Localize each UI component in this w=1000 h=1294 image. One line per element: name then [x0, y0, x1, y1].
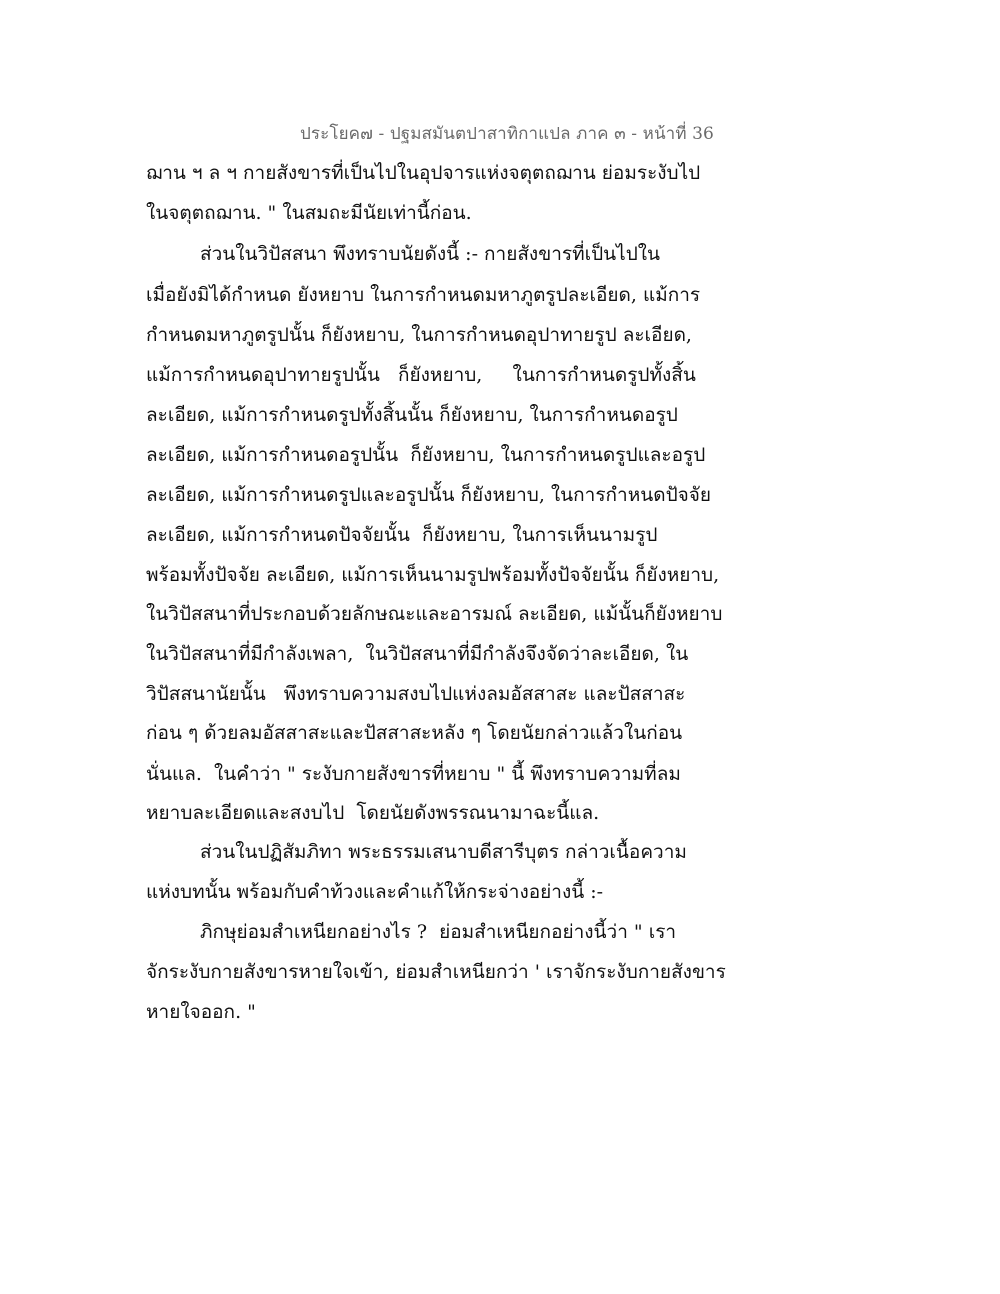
text-line: ละเอียด, แม้การกำหนดอรูปนั้น ก็ยังหยาบ, ในการกำหนดรูปและอรูป	[146, 444, 706, 466]
text-line: ละเอียด, แม้การกำหนดรูปทั้งสิ้นนั้น ก็ยังหยาบ, ในการกำหนดอรูป	[146, 404, 678, 426]
text-line: ในวิปัสสนาที่ประกอบด้วยลักษณะและอารมณ์ ละเอียด, แม้นั้นก็ยังหยาบ	[146, 603, 723, 625]
text-line: หยาบละเอียดและสงบไป โดยนัยดังพรรณนามาฉะนี้แล.	[146, 802, 600, 824]
text-line: นั่นแล. ในคำว่า " ระงับกายสังขารที่หยาบ " นี้ พึงทราบความที่ลม	[146, 763, 681, 785]
text-line: ละเอียด, แม้การกำหนดปัจจัยนั้น ก็ยังหยาบ, ในการเห็นนามรูป	[146, 524, 658, 546]
text-line: จักระงับกายสังขารหายใจเข้า, ย่อมสำเหนียกว่า ' เราจักระงับกายสังขาร	[146, 961, 726, 983]
text-line: ละเอียด, แม้การกำหนดรูปและอรูปนั้น ก็ยังหยาบ, ในการกำหนดปัจจัย	[146, 484, 712, 506]
text-line: กำหนดมหาภูตรูปนั้น ก็ยังหยาบ, ในการกำหนดอุปาทายรูป ละเอียด,	[146, 324, 692, 346]
text-line: แห่งบทนั้น พร้อมกับคำท้วงและคำแก้ให้กระจ่างอย่างนี้ :-	[146, 881, 604, 903]
paragraph-first-line: ภิกษุย่อมสำเหนียกอย่างไร ? ย่อมสำเหนียกอย่างนี้ว่า " เรา	[200, 921, 677, 943]
page-header: ประโยค๗ - ปฐมสมันตปาสาทิกาแปล ภาค ๓ - หน้าที่ 36	[300, 124, 714, 144]
text-line: วิปัสสนานัยนั้น พึงทราบความสงบไปแห่งลมอัสสาสะ และปัสสาสะ	[146, 683, 686, 705]
text-line: ก่อน ๆ ด้วยลมอัสสาสะและปัสสาสะหลัง ๆ โดยนัยกล่าวแล้วในก่อน	[146, 722, 683, 744]
paragraph-first-line: ส่วนในปฏิสัมภิทา พระธรรมเสนาบดีสารีบุตร กล่าวเนื้อความ	[200, 841, 687, 863]
text-line: พร้อมทั้งปัจจัย ละเอียด, แม้การเห็นนามรูปพร้อมทั้งปัจจัยนั้น ก็ยังหยาบ,	[146, 564, 720, 586]
paragraph-first-line: ส่วนในวิปัสสนา พึงทราบนัยดังนี้ :- กายสังขารที่เป็นไปใน	[200, 243, 661, 265]
text-line: ในวิปัสสนาที่มีกำลังเพลา, ในวิปัสสนาที่มีกำลังจึงจัดว่าละเอียด, ใน	[146, 643, 689, 665]
text-line: ในจตุตถฌาน. " ในสมถะมีนัยเท่านี้ก่อน.	[146, 202, 472, 224]
text-line: แม้การกำหนดอุปาทายรูปนั้น ก็ยังหยาบ, ในการกำหนดรูปทั้งสิ้น	[146, 364, 696, 386]
text-line: เมื่อยังมิได้กำหนด ยังหยาบ ในการกำหนดมหาภูตรูปละเอียด, แม้การ	[146, 284, 701, 306]
text-line: ฌาน ฯ ล ฯ กายสังขารที่เป็นไปในอุปจารแห่งจตุตถฌาน ย่อมระงับไป	[146, 162, 701, 184]
text-line: หายใจออก. "	[146, 1001, 256, 1023]
